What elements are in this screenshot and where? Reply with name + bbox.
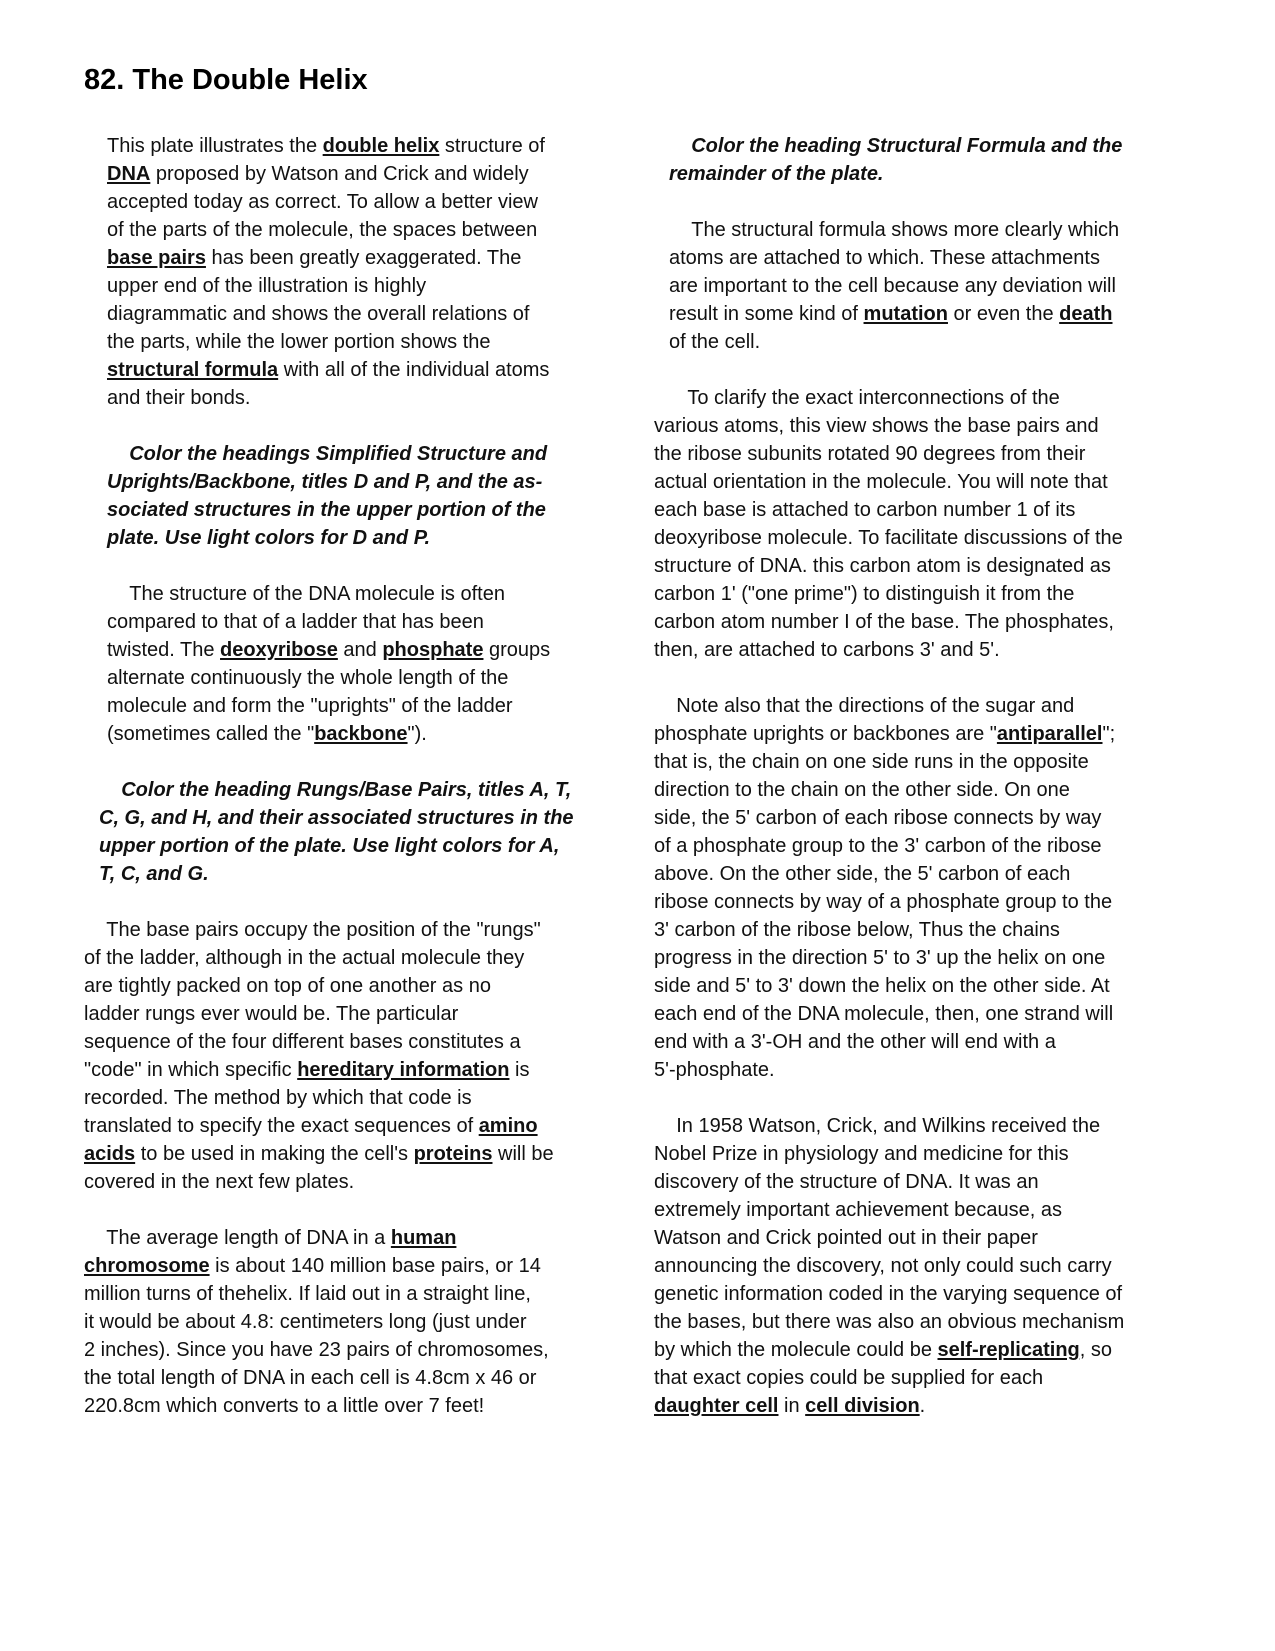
keyword-term: structural formula	[107, 359, 279, 381]
text-run: covered in the next few plates.	[84, 1171, 355, 1193]
text-run: that is, the chain on one side runs in the opposite	[654, 751, 1089, 773]
text-line	[669, 132, 1174, 160]
text-line	[107, 328, 584, 356]
text-line	[654, 412, 1174, 440]
text-run: carbon atom number I of the base. The phosphates,	[654, 611, 1114, 633]
text-run: by which the molecule could be	[654, 1339, 938, 1361]
text-run: In 1958 Watson, Crick, and Wilkins received the	[654, 1115, 1101, 1137]
text-line	[654, 1056, 1174, 1084]
text-line	[654, 1252, 1174, 1280]
keyword-term: DNA	[107, 163, 151, 185]
keyword-term: cell division	[805, 1395, 920, 1417]
text-line	[654, 748, 1174, 776]
text-line	[84, 1028, 584, 1056]
text-run: atoms are attached to which. These attachments	[669, 247, 1100, 269]
text-run: then, are attached to carbons 3' and 5'.	[654, 639, 1000, 661]
text-line	[654, 1308, 1174, 1336]
text-line	[84, 1224, 584, 1252]
text-line	[107, 468, 584, 496]
text-line	[107, 608, 584, 636]
text-line	[654, 384, 1174, 412]
text-line	[107, 244, 584, 272]
text-run: proposed by Watson and Crick and widely	[150, 163, 529, 185]
text-line	[107, 440, 584, 468]
text-run: compared to that of a ladder that has been	[107, 611, 484, 633]
text-run: has been greatly exaggerated. The	[205, 247, 522, 269]
text-line	[654, 1140, 1174, 1168]
text-line	[669, 244, 1174, 272]
text-line	[654, 860, 1174, 888]
text-run: announcing the discovery, not only could such carry	[654, 1255, 1112, 1277]
text-line	[669, 328, 1174, 356]
text-run: end with a 3'-OH and the other will end with a	[654, 1031, 1056, 1053]
text-run: phosphate uprights or backbones are "	[654, 723, 997, 745]
keyword-term: human	[390, 1227, 457, 1249]
text-run: Note also that the directions of the sugar and	[654, 695, 1075, 717]
text-run: each base is attached to carbon number 1 of its	[654, 499, 1076, 521]
text-run: 5'-phosphate.	[654, 1059, 775, 1081]
text-line	[654, 608, 1174, 636]
text-run: or even the	[947, 303, 1060, 325]
body-paragraph	[654, 692, 1174, 1084]
text-line	[654, 832, 1174, 860]
text-run: To clarify the exact interconnections of the	[654, 387, 1060, 409]
text-run: The structure of the DNA molecule is often	[107, 583, 505, 605]
text-line	[654, 524, 1174, 552]
text-line	[107, 188, 584, 216]
body-paragraph	[84, 132, 584, 412]
text-line	[654, 1392, 1174, 1420]
text-line	[669, 300, 1174, 328]
text-line	[84, 1336, 584, 1364]
keyword-term: phosphate	[382, 639, 484, 661]
text-run: twisted. The	[107, 639, 221, 661]
text-run: direction to the chain on the other side. On one	[654, 779, 1070, 801]
text-run: C, G, and H, and their associated structures in the	[99, 807, 574, 829]
text-line	[654, 972, 1174, 1000]
text-line	[107, 216, 584, 244]
text-line	[99, 832, 584, 860]
text-line	[99, 860, 584, 888]
text-line	[654, 1168, 1174, 1196]
text-run: plate. Use light colors for D and P.	[107, 527, 431, 549]
text-line	[84, 1084, 584, 1112]
body-paragraph	[654, 384, 1174, 664]
text-run: upper portion of the plate. Use light colors for A,	[99, 835, 560, 857]
text-run: the parts, while the lower portion shows the	[107, 331, 491, 353]
text-run: the ribose subunits rotated 90 degrees from their	[654, 443, 1086, 465]
text-line	[654, 1280, 1174, 1308]
text-run: of the cell.	[669, 331, 761, 353]
keyword-term: daughter cell	[654, 1395, 779, 1417]
text-run: genetic information coded in the varying sequence of	[654, 1283, 1123, 1305]
text-run: above. On the other side, the 5' carbon of each	[654, 863, 1071, 885]
text-run: diagrammatic and shows the overall relations of	[107, 303, 530, 325]
text-line	[84, 1280, 584, 1308]
text-line	[107, 272, 584, 300]
text-run: to be used in making the cell's	[135, 1143, 414, 1165]
text-run: Color the heading Rungs/Base Pairs, titles A, T,	[99, 779, 572, 801]
text-line	[84, 1056, 584, 1084]
text-run: extremely important achievement because, as	[654, 1199, 1062, 1221]
text-run: The base pairs occupy the position of the "rungs"	[84, 919, 541, 941]
text-run: (sometimes called the "	[107, 723, 315, 745]
text-line	[669, 216, 1174, 244]
instruction-paragraph	[84, 440, 584, 552]
text-line	[84, 1168, 584, 1196]
text-run: , so	[1079, 1339, 1113, 1361]
text-line	[107, 160, 584, 188]
text-run: Color the headings Simplified Structure and	[107, 443, 548, 465]
text-run: Watson and Crick pointed out in their paper	[654, 1227, 1038, 1249]
page-title: 82. The Double Helix	[84, 64, 368, 96]
text-line	[669, 160, 1174, 188]
keyword-term: deoxyribose	[220, 639, 338, 661]
text-run: each end of the DNA molecule, then, one strand will	[654, 1003, 1114, 1025]
text-run: groups	[483, 639, 551, 661]
right-column	[654, 132, 1174, 1448]
text-run: that exact copies could be supplied for each	[654, 1367, 1044, 1389]
text-run: discovery of the structure of DNA. It was an	[654, 1171, 1039, 1193]
text-run: with all of the individual atoms	[278, 359, 550, 381]
text-line	[654, 720, 1174, 748]
text-line	[669, 272, 1174, 300]
text-run: ribose connects by way of a phosphate group to the	[654, 891, 1113, 913]
text-line	[84, 1140, 584, 1168]
text-run: will be	[492, 1143, 554, 1165]
text-line	[84, 916, 584, 944]
instruction-paragraph	[84, 776, 584, 888]
text-run: alternate continuously the whole length of the	[107, 667, 509, 689]
text-run: T, C, and G.	[99, 863, 209, 885]
instruction-paragraph	[654, 132, 1174, 188]
text-run: remainder of the plate.	[669, 163, 884, 185]
text-run: sequence of the four different bases constitutes a	[84, 1031, 521, 1053]
text-run: recorded. The method by which that code is	[84, 1087, 472, 1109]
keyword-term: backbone	[314, 723, 408, 745]
keyword-term: chromosome	[84, 1255, 210, 1277]
text-line	[654, 468, 1174, 496]
text-run: and their bonds.	[107, 387, 251, 409]
body-paragraph	[84, 916, 584, 1196]
text-line	[107, 580, 584, 608]
text-run: the bases, but there was also an obvious mechanism	[654, 1311, 1125, 1333]
text-line	[654, 888, 1174, 916]
text-line	[107, 300, 584, 328]
body-paragraph	[654, 1112, 1174, 1420]
text-run: side, the 5' carbon of each ribose connects by way	[654, 807, 1102, 829]
text-line	[654, 1112, 1174, 1140]
text-line	[654, 636, 1174, 664]
text-line	[654, 916, 1174, 944]
text-line	[84, 972, 584, 1000]
text-line	[99, 776, 584, 804]
text-run: This plate illustrates the	[107, 135, 323, 157]
text-line	[84, 1252, 584, 1280]
text-line	[107, 524, 584, 552]
keyword-term: acids	[84, 1143, 136, 1165]
text-line	[107, 496, 584, 524]
text-run: are important to the cell because any deviation will	[669, 275, 1116, 297]
text-run: actual orientation in the molecule. You will note that	[654, 471, 1108, 493]
text-run: it would be about 4.8: centimeters long (just under	[84, 1311, 527, 1333]
text-line	[99, 804, 584, 832]
text-run: "code" in which specific	[84, 1059, 298, 1081]
text-line	[84, 944, 584, 972]
text-run: 220.8cm which converts to a little over 7 feet!	[84, 1395, 485, 1417]
text-run: The average length of DNA in a	[84, 1227, 391, 1249]
text-run: structure of DNA. this carbon atom is designated as	[654, 555, 1111, 577]
text-run: Uprights/Backbone, titles D and P, and the as-	[107, 471, 543, 493]
text-run: structure of	[439, 135, 545, 157]
keyword-term: proteins	[413, 1143, 493, 1165]
keyword-term: double helix	[322, 135, 440, 157]
keyword-term: base pairs	[107, 247, 206, 269]
text-run: molecule and form the "uprights" of the ladder	[107, 695, 513, 717]
text-run: carbon 1' ("one prime") to distinguish it from the	[654, 583, 1075, 605]
text-run: is	[509, 1059, 530, 1081]
text-run: The structural formula shows more clearly which	[669, 219, 1120, 241]
text-run: Color the heading Structural Formula and the	[669, 135, 1123, 157]
text-run: of a phosphate group to the 3' carbon of the ribose	[654, 835, 1102, 857]
text-run: various atoms, this view shows the base pairs and	[654, 415, 1099, 437]
text-run: deoxyribose molecule. To facilitate discussions of the	[654, 527, 1123, 549]
text-line	[107, 664, 584, 692]
text-run: million turns of thehelix. If laid out in a straight line,	[84, 1283, 531, 1305]
keyword-term: mutation	[863, 303, 948, 325]
text-line	[107, 692, 584, 720]
keyword-term: antiparallel	[996, 723, 1103, 745]
text-line	[107, 132, 584, 160]
text-run: .	[919, 1395, 926, 1417]
keyword-term: self-replicating	[937, 1339, 1080, 1361]
text-line	[654, 944, 1174, 972]
text-line	[654, 1336, 1174, 1364]
text-line	[654, 496, 1174, 524]
text-line	[654, 1224, 1174, 1252]
text-line	[654, 1364, 1174, 1392]
text-run: result in some kind of	[669, 303, 864, 325]
body-paragraph	[84, 1224, 584, 1420]
text-line	[84, 1308, 584, 1336]
text-line	[654, 1196, 1174, 1224]
text-line	[654, 1028, 1174, 1056]
body-paragraph	[84, 580, 584, 748]
text-run: side and 5' to 3' down the helix on the other side. At	[654, 975, 1110, 997]
text-line	[107, 720, 584, 748]
text-line	[84, 1112, 584, 1140]
text-line	[84, 1392, 584, 1420]
text-line	[654, 804, 1174, 832]
text-run: 2 inches). Since you have 23 pairs of chromosomes,	[84, 1339, 549, 1361]
keyword-term: amino	[478, 1115, 538, 1137]
text-run: ladder rungs ever would be. The particular	[84, 1003, 459, 1025]
text-run: of the parts of the molecule, the spaces between	[107, 219, 538, 241]
text-run: accepted today as correct. To allow a better view	[107, 191, 538, 213]
keyword-term: hereditary information	[297, 1059, 510, 1081]
text-line	[654, 440, 1174, 468]
text-run: in	[778, 1395, 806, 1417]
text-run: is about 140 million base pairs, or 14	[209, 1255, 541, 1277]
left-column	[84, 132, 584, 1448]
text-line	[654, 692, 1174, 720]
text-run: of the ladder, although in the actual molecule they	[84, 947, 525, 969]
text-run: ").	[407, 723, 427, 745]
keyword-term: death	[1059, 303, 1113, 325]
text-run: Nobel Prize in physiology and medicine for this	[654, 1143, 1069, 1165]
text-line	[84, 1364, 584, 1392]
text-line	[654, 552, 1174, 580]
text-run: the total length of DNA in each cell is 4.8cm x 46 or	[84, 1367, 537, 1389]
body-paragraph	[654, 216, 1174, 356]
text-line	[84, 1000, 584, 1028]
text-line	[107, 356, 584, 384]
text-run: translated to specify the exact sequences of	[84, 1115, 479, 1137]
text-run: are tightly packed on top of one another as no	[84, 975, 491, 997]
text-run: ";	[1102, 723, 1116, 745]
text-run: and	[337, 639, 383, 661]
text-line	[107, 384, 584, 412]
text-run: progress in the direction 5' to 3' up the helix on one	[654, 947, 1106, 969]
text-line	[654, 776, 1174, 804]
text-line	[107, 636, 584, 664]
text-run: upper end of the illustration is highly	[107, 275, 427, 297]
text-line	[654, 580, 1174, 608]
text-run: sociated structures in the upper portion of the	[107, 499, 546, 521]
text-line	[654, 1000, 1174, 1028]
text-run: 3' carbon of the ribose below, Thus the chains	[654, 919, 1060, 941]
